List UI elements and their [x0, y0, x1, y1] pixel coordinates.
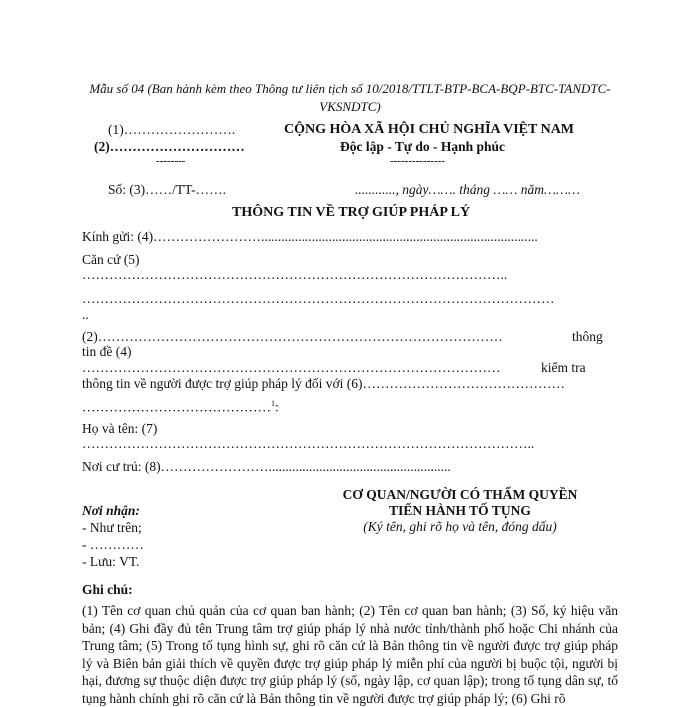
- recipient-item-1: - Như trên;: [82, 520, 142, 535]
- authority-title-1: CƠ QUAN/NGƯỜI CÓ THẨM QUYỀN: [342, 487, 578, 502]
- basis-label: Căn cứ (5): [82, 252, 140, 267]
- recipient-line: Kính gửi: (4)……………………..................................................................................: [82, 229, 538, 244]
- basis-dots-2: ……………………………………………………………………………………………: [82, 291, 555, 306]
- residence-line: Nơi cư trú: (8)……………………......................................................: [82, 459, 451, 474]
- left-divider: --------: [156, 155, 186, 167]
- footnote-mark: 1: [271, 399, 275, 408]
- info-dots: ……………………………………: [82, 399, 271, 415]
- issuing-agency: (2)…………………………: [94, 139, 245, 154]
- national-title: CỘNG HÒA XÃ HỘI CHỦ NGHĨA VIỆT NAM: [284, 122, 575, 137]
- signature-instruction: (Ký tên, ghi rõ họ và tên, đóng dấu): [363, 519, 557, 534]
- recipients-heading: Nơi nhận:: [82, 503, 140, 518]
- document-title: THÔNG TIN VỀ TRỢ GIÚP PHÁP LÝ: [232, 205, 471, 220]
- issuing-parent-agency: (1)…………………….: [108, 122, 236, 137]
- notes-heading: Ghi chú:: [82, 582, 133, 597]
- authority-title-2: TIẾN HÀNH TỐ TỤNG: [389, 503, 531, 518]
- national-motto: Độc lập - Tự do - Hạnh phúc: [340, 139, 506, 154]
- info-about-line: thông tin về người được trợ giúp pháp lý đối với (6)………………………………………: [82, 376, 566, 391]
- form-caption: Mẫu số 04 (Ban hành kèm theo Thông tư liên tịch số 10/2018/TTLT-BTP-BCA-BQP-BTC-TANDTC-VKSNDTC): [89, 81, 611, 114]
- agency-line-end: thông: [572, 329, 603, 344]
- full-name-label: Họ và tên: (7): [82, 421, 158, 436]
- info-colon: :: [275, 399, 279, 415]
- full-name-dots: ………………………………………………………………………………………..: [82, 436, 535, 451]
- info-dots-line: [82, 399, 279, 416]
- document-date: ............, ngày……. tháng …… năm………: [355, 182, 581, 197]
- document-number: Số: (3)……/TT-…….: [108, 182, 226, 197]
- agency-line: (2)………………………………………………………………………………: [82, 329, 503, 344]
- verify-dots: …………………………………………………………………………………: [82, 360, 501, 375]
- basis-dots-2-end: ..: [82, 307, 89, 322]
- right-divider: ---------------: [390, 155, 445, 167]
- recipient-item-2: - …………: [82, 537, 144, 552]
- recipient-item-3: - Lưu: VT.: [82, 554, 140, 569]
- proposal-line: tin đề (4): [82, 344, 132, 359]
- verify-label: kiểm tra: [541, 360, 586, 375]
- notes-text: (1) Tên cơ quan chủ quản của cơ quan ban hành; (2) Tên cơ quan ban hành; (3) Số, ký hiệu văn bản; (4) Ghi đầy đủ tên Trung tâm trợ giúp pháp lý nhà nước tỉnh/thành phố hoặc Chi nhánh của Trung tâm; (5) Trong tố tụng hình sự, ghi rõ căn cứ là Bản thông tin về người được trợ giúp pháp lý và Biên bản giải thích về quyền được trợ giúp pháp lý miễn phí của người bị buộc tội, người bị hại, đương sự thuộc diện được trợ giúp pháp lý (số, ngày lập, cơ quan lập); trong tố tụng dân sự, tố tụng hành chính ghi rõ căn cứ là Bản thông tin về người được trợ giúp pháp lý; (6) Ghi rõ: [82, 603, 618, 706]
- basis-dots-1: …………………………………………………………………………………..: [82, 267, 508, 282]
